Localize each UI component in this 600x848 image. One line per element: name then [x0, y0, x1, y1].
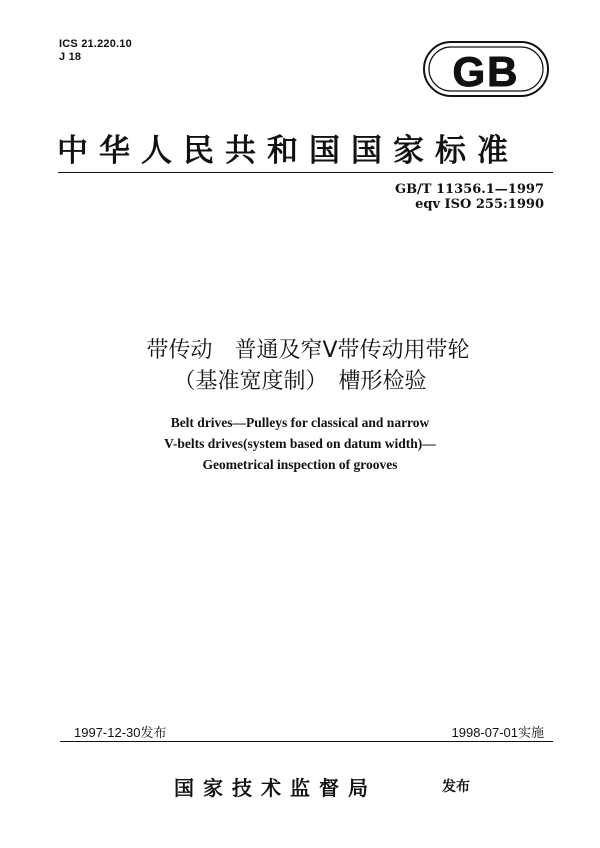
standard-number: GB/T 11356.1—1997 — [394, 182, 544, 197]
equivalent-standard: eqv ISO 255:1990 — [415, 197, 544, 212]
chinese-title-line-2: （基准宽度制） 槽形检验 — [173, 369, 427, 394]
footer-divider — [60, 741, 553, 742]
effective-date: 1998-07-01实施 — [451, 725, 544, 740]
chinese-title-line-1: 带传动 普通及窄V带传动用带轮 — [146, 338, 470, 363]
issue-date: 1997-12-30发布 — [74, 725, 167, 740]
issuing-authority: 国家技术监督局 — [174, 776, 377, 800]
gb-logo — [422, 40, 550, 98]
national-standard-title: 中华人民共和国国家标准 — [57, 133, 519, 169]
english-title-line-3: Geometrical inspection of grooves — [202, 457, 398, 472]
standard-numbers — [395, 182, 544, 212]
publish-label: 发布 — [442, 779, 470, 795]
ics-code: ICS 21.220.10 — [59, 38, 132, 50]
gb-logo-graphic — [422, 40, 550, 98]
class-code: J 18 — [59, 51, 82, 63]
english-title-line-1: Belt drives—Pulleys for classical and narrow — [170, 415, 430, 430]
english-title — [0, 412, 600, 475]
header-divider — [58, 172, 553, 173]
english-title-line-2: V-belts drives(system based on datum width)— — [164, 436, 436, 451]
gb-logo-text: GB — [452, 48, 520, 95]
classification-codes — [59, 38, 132, 64]
